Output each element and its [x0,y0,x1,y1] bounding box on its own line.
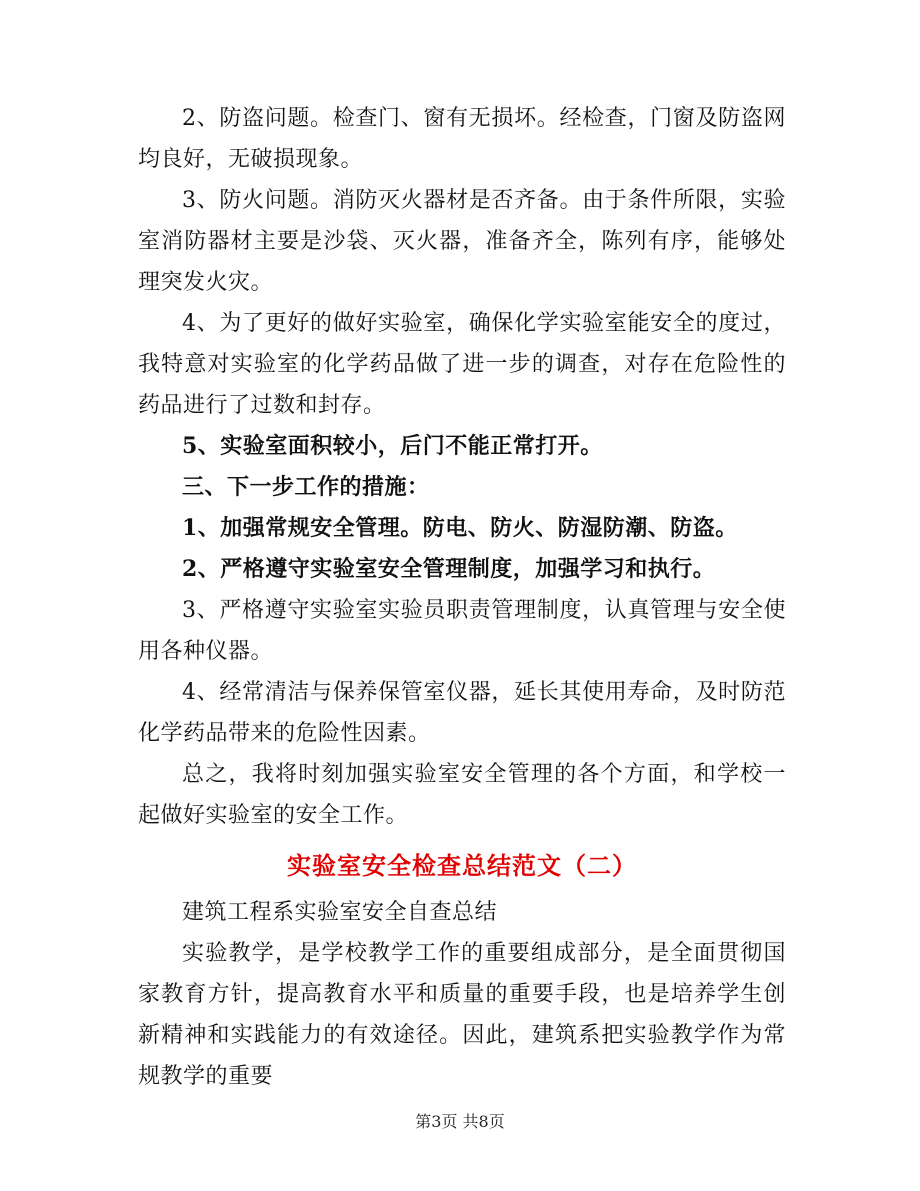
paragraph-measure-2: 2、严格遵守实验室安全管理制度，加强学习和执行。 [182,556,716,582]
paragraph-measure-3: 3、严格遵守实验室实验员职责管理制度，认真管理与安全使用各种仪器。 [138,598,786,664]
paragraph-room-size: 5、实验室面积较小，后门不能正常打开。 [182,433,603,459]
paragraph-anti-theft: 2、防盗问题。检查门、窗有无损坏。经检查，门窗及防盗网均良好，无破损现象。 [138,106,786,172]
paragraph-intro: 实验教学，是学校教学工作的重要组成部分，是全面贯彻国家教育方针，提高教育水平和质量的重要手段，也是培养学生创新精神和实践能力的有效途径。因此，建筑系把实验教学作为常规教学的重要 [138,941,786,1089]
page-footer: 第3页 共8页 [415,1112,505,1131]
section-title: 实验室安全检查总结范文（二） [287,851,637,880]
document-body [138,98,786,1097]
subtitle: 建筑工程系实验室安全自查总结 [182,900,498,925]
heading-next-steps: 三、下一步工作的措施： [182,474,430,500]
paragraph-conclusion: 总之，我将时刻加强实验室安全管理的各个方面，和学校一起做好实验室的安全工作。 [138,762,786,828]
paragraph-fire-prevention: 3、防火问题。消防灭火器材是否齐备。由于条件所限，实验室消防器材主要是沙袋、灭火器，准备齐全，陈列有序，能够处理突发火灾。 [138,188,786,295]
paragraph-chemical-check: 4、为了更好的做好实验室，确保化学实验室能安全的度过，我特意对实验室的化学药品做了进一步的调查，对存在危险性的药品进行了过数和封存。 [138,311,786,418]
paragraph-measure-1: 1、加强常规安全管理。防电、防火、防湿防潮、防盗。 [182,515,738,541]
paragraph-measure-4: 4、经常清洁与保养保管室仪器，延长其使用寿命，及时防范化学药品带来的危险性因素。 [138,680,786,746]
